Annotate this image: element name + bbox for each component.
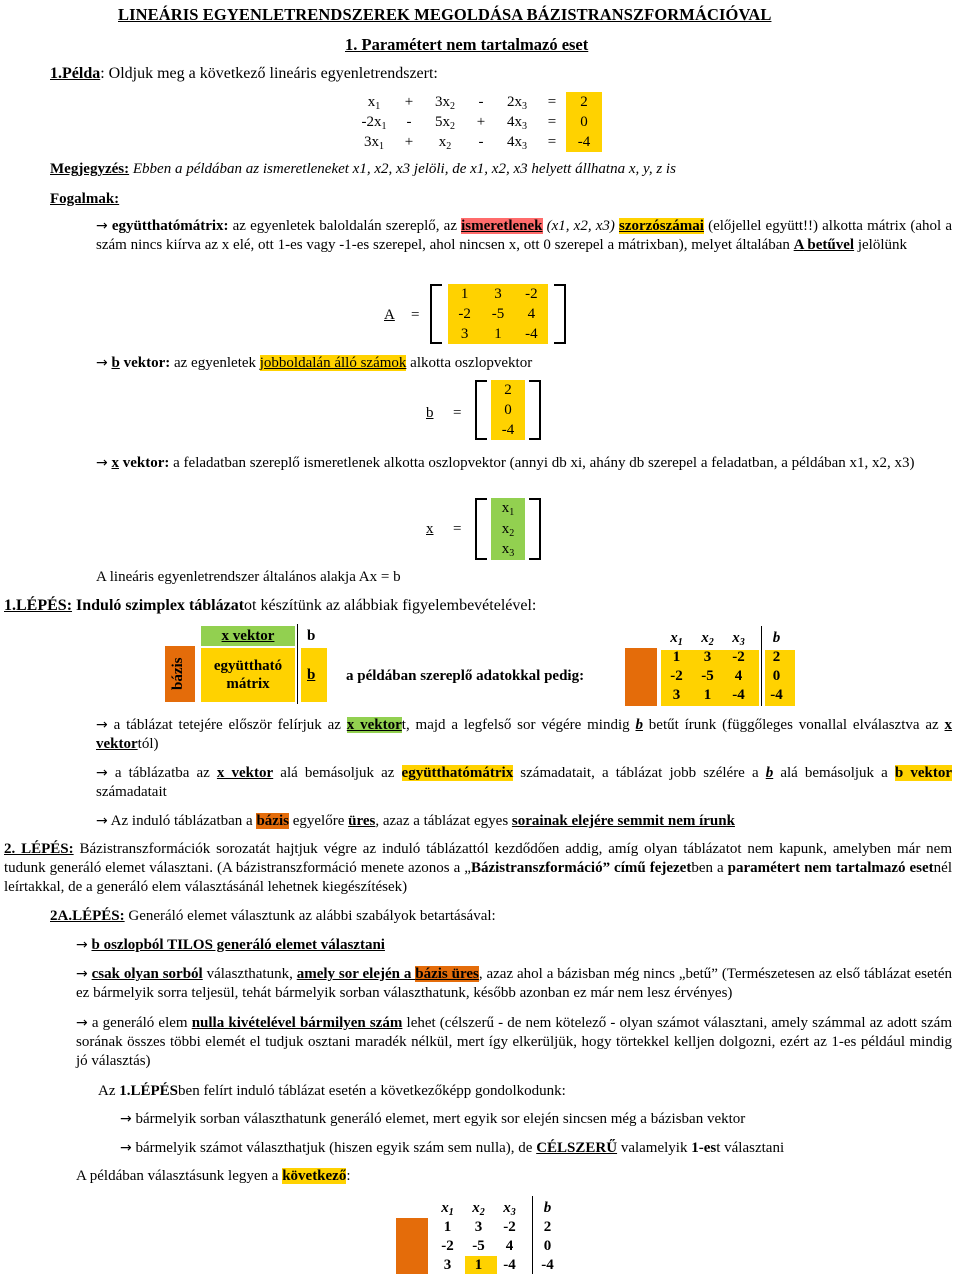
schema-basis-label: bázis	[170, 657, 186, 691]
vector-row	[491, 539, 525, 560]
matrix-cell: -2	[448, 304, 481, 324]
equation-cell: =	[547, 133, 557, 150]
table-cell: 4	[505, 1238, 514, 1255]
schema-b-label: b	[307, 628, 316, 644]
step1-text-3: ot készítünk az alábbiak figyelembevételével:	[244, 597, 537, 614]
table-header-cell: $x_1$	[670, 629, 683, 648]
table-cell: -2	[441, 1238, 454, 1255]
equation-row	[354, 132, 602, 152]
table-cell: -4	[541, 1257, 554, 1274]
equation-row	[354, 92, 602, 112]
vector-cell: 2	[504, 381, 512, 398]
table-header-cell: $x_2$	[701, 629, 714, 648]
coef-term: együtthatómátrix:	[111, 218, 229, 234]
concepts-label: Fogalmak:	[50, 191, 120, 207]
matrix-cell: -4	[515, 324, 548, 344]
coef-text-1: az egyenletek baloldalán szereplő, az	[228, 218, 462, 234]
equation-cell: $4x_3$	[507, 133, 527, 152]
step2-label: 2. LÉPÉS:	[4, 841, 74, 857]
table-row	[432, 1218, 566, 1237]
equation-cell: 0	[566, 112, 602, 132]
table-cell: -4	[503, 1257, 516, 1274]
table-cell: 4	[734, 668, 743, 685]
matrix-cell: 1	[448, 284, 481, 304]
note	[50, 160, 676, 179]
section-subtitle: 1. Paramétert nem tartalmazó eset	[345, 35, 589, 54]
rule-3: → a generáló elem nulla kivételével bármilyen szám lehet (célszerű - de nem kötelező - olyan számot választani, amely számmal az adott szám sorának összes többi elemét el tudjuk osztani maradék nélkül, mert így elkerüljük, hogy törtekkel kelljen dolgozni, ezért az 1-es például mindig jó választás)	[76, 1015, 953, 1069]
vector-row	[491, 519, 525, 540]
schema-x-label: x vektor	[221, 628, 275, 644]
simplex-table-2	[396, 1196, 566, 1276]
equation-cell: $2x_3$	[507, 93, 527, 112]
step2a-heading: 2A.LÉPÉS: Generáló elemet választunk az alábbi szabályok betartásával:	[50, 908, 496, 924]
schema-table	[165, 624, 335, 704]
x-vector-equals: =	[453, 521, 462, 537]
b-text-2: alkotta oszlopvektor	[406, 355, 533, 371]
example-text: : Oldjuk meg a következő lineáris egyenletrendszert:	[100, 65, 438, 82]
coef-A: A	[793, 236, 804, 253]
rule-1: → b oszlopból TILOS generáló elemet választani	[76, 937, 385, 953]
table-cell: 2	[772, 649, 781, 666]
matrix-cell: 1	[481, 324, 514, 344]
equation-cell: =	[547, 93, 557, 110]
b-highlight: jobboldalán álló számok	[259, 355, 407, 371]
arrow-icon: →	[96, 717, 108, 733]
table-cell: 3	[474, 1219, 483, 1236]
equation-cell: $4x_3$	[507, 113, 527, 132]
table-cell: -5	[701, 668, 714, 685]
b-term: b	[111, 355, 120, 371]
arrow-icon: →	[96, 813, 108, 829]
general-form: A lineáris egyenletrendszer általános alakja Ax = b	[96, 569, 401, 585]
page-title: LINEÁRIS EGYENLETRENDSZEREK MEGOLDÁSA BÁZISTRANSZFORMÁCIÓVAL	[118, 5, 772, 24]
table2-grid	[432, 1198, 566, 1275]
x-vector-paragraph	[96, 454, 952, 473]
coef-text-3: (előjellel együtt!!) alkotta mátrix (ahol a szám nincs kiírva az x elé, ott 1-es vagy -1-es szerepel, ahol nincsen x, ott 0 szerepel a mátrixban), melyet általában	[96, 218, 953, 253]
sub-bullet-2: → bármelyik számot választhatjuk (hiszen egyik szám sem nulla), de CÉLSZERŰ valamelyik 1-est választani	[120, 1140, 785, 1156]
step1-heading	[4, 596, 536, 616]
example-label: 1.Példa	[50, 65, 101, 82]
equation-cell: -	[478, 93, 484, 110]
table-cell: 3	[672, 687, 681, 704]
table-cell: 0	[543, 1238, 552, 1255]
arrow-icon: →	[76, 966, 88, 982]
vector-row	[491, 420, 525, 440]
table-cell: -2	[503, 1219, 516, 1236]
matrix-cell: 3	[448, 324, 481, 344]
vector-cell: $x_3$	[501, 541, 515, 560]
choice-highlight: következő	[282, 1168, 347, 1184]
vector-cell: $x_1$	[501, 499, 515, 518]
table-row	[661, 686, 795, 705]
arrow-icon: →	[96, 355, 108, 371]
matrix-row	[448, 284, 548, 304]
bullet-1: → a táblázat tetejére először felírjuk az x vektort, majd a legfelső sor végére mindig b betűt írunk (függőleges vonallal elválasztva az x vektortól)	[96, 717, 953, 752]
table-cell: 1	[474, 1257, 483, 1274]
vector-row	[491, 380, 525, 400]
matrix-row	[448, 324, 548, 344]
step2-paragraph: 2. LÉPÉS: Bázistranszformációk sorozatát hajtjuk végre az induló táblázattól kezdődően addig, amíg olyan táblázatot nem kapunk, amelyben már nem tudunk generáló elemet választani. (A bázistranszformáció menete azonos a „Bázistranszformáció” című fejezetben a paramétert nem tartalmazó esetnél leírtakkal, de a generáló elem választásánál lehetnek kiegészítések)	[4, 841, 952, 895]
table-row	[432, 1237, 566, 1256]
arrow-icon: →	[76, 1015, 88, 1031]
coef-text-5: jelölünk	[854, 236, 908, 253]
sub-bullet-1: → bármelyik sorban választhatunk generáló elemet, mert egyik sor elején sincsen még a bázisban vektor	[120, 1111, 746, 1127]
equation-cell: -	[478, 133, 484, 150]
table-cell: -4	[770, 687, 783, 704]
b-vector	[475, 380, 541, 440]
matrix-a-label: A	[384, 307, 395, 323]
matrix-cell: -5	[481, 304, 514, 324]
vector-cell: $x_2$	[501, 520, 515, 539]
example-intro	[50, 64, 438, 84]
table-cell: 3	[703, 649, 712, 666]
table-cell: -5	[472, 1238, 485, 1255]
table-header-cell: $x_3$	[732, 629, 745, 648]
table1-grid	[661, 628, 795, 705]
table-cell: 0	[772, 668, 781, 685]
step1-text-1: Induló szimplex	[72, 597, 189, 614]
equation-cell: +	[476, 113, 486, 130]
coef-text-2: (x1, x2, x3)	[542, 218, 619, 234]
note-label: Megjegyzés:	[50, 161, 130, 177]
rule-2: → csak olyan sorból választhatunk, amely sor elején a bázis üres, azaz ahol a bázisban még nincs „betű” (Természetesen az első táblázat esetén ez bármelyik sorra teljesül, tehát bármelyik sorban választhatunk, később azonban ez már nem lesz érvényes)	[76, 966, 952, 1001]
table-header-cell: $x_1$	[441, 1199, 454, 1218]
table-row	[661, 648, 795, 667]
choice-text: A példában választásunk legyen a következő:	[76, 1168, 351, 1184]
rule2-highlight: bázis üres	[415, 966, 479, 982]
step1-label: 1.LÉPÉS:	[4, 597, 73, 614]
arrow-icon: →	[96, 218, 108, 234]
equation-cell: +	[404, 133, 414, 150]
bullet-3: → Az induló táblázatban a bázis egyelőre üres, azaz a táblázat egyes sorainak elejére semmit nem írunk	[96, 813, 735, 829]
equation-cell: 2	[566, 92, 602, 112]
equation-cell: $5x_2$	[435, 113, 455, 132]
table-cell: 3	[443, 1257, 452, 1274]
vector-cell: -4	[501, 421, 515, 438]
matrix-a	[430, 284, 566, 344]
matrix-cell: -2	[515, 284, 548, 304]
b-vector-equals: =	[453, 405, 462, 421]
x-vector	[475, 498, 541, 560]
matrix-cell: 4	[515, 304, 548, 324]
equation-cell: $-2x_1$	[361, 113, 387, 132]
equation-cell: +	[404, 93, 414, 110]
vector-row	[491, 498, 525, 519]
x-vector-label: x	[426, 521, 434, 537]
table-header-row	[432, 1198, 566, 1218]
b-vector-label: b	[426, 405, 434, 421]
equation-cell: $3x_1$	[364, 133, 384, 152]
table-row	[661, 667, 795, 686]
bullet3-highlight: bázis	[256, 813, 289, 829]
note-text: Ebben a példában az ismeretleneket x1, x2, x3 jelöli, de x1, x2, x3 helyett állhatna x, y, z is	[129, 161, 676, 177]
schema-middle-text: a példában szereplő adatokkal pedig:	[346, 668, 585, 684]
schema-coef-label: együttható mátrix	[213, 658, 283, 692]
vector-row	[491, 400, 525, 420]
x-text-1: a feladatban szereplő ismeretlenek alkotta oszlopvektor (annyi db xi, ahány db szerepel a feladatban, a példában x1, x2, x3)	[169, 455, 915, 471]
arrow-icon: →	[96, 765, 108, 781]
table-header-cell: $x_3$	[503, 1199, 516, 1218]
matrix-a-equals: =	[411, 307, 420, 323]
table-cell: -2	[732, 649, 745, 666]
arrow-icon: →	[76, 937, 88, 953]
bullet-2: → a táblázatba az x vektor alá bemásoljuk az együtthatómátrix számadatait, a táblázat jobb szélére a b alá bemásoljuk a b vektor számadatait	[96, 765, 953, 800]
equation-cell: $3x_2$	[435, 93, 455, 112]
table-header-row	[661, 628, 795, 648]
schema-divider	[297, 624, 298, 704]
arrow-icon: →	[96, 455, 108, 471]
simplex-table-1	[625, 626, 795, 706]
step2a-label: 2A.LÉPÉS:	[50, 908, 125, 924]
arrow-icon: →	[120, 1140, 132, 1156]
bullet1-highlight: x vektor	[346, 717, 402, 733]
step1-text-2: táblázat	[188, 597, 245, 614]
x-term: x	[111, 455, 119, 471]
table-cell: 1	[703, 687, 712, 704]
table-cell: -4	[732, 687, 745, 704]
b-term-suffix: vektor:	[119, 355, 171, 371]
table-cell: 2	[543, 1219, 552, 1236]
table-header-cell: b	[772, 629, 781, 646]
equation-cell: =	[547, 113, 557, 130]
equation-cell: -	[406, 113, 412, 130]
matrix-row	[448, 304, 548, 324]
table-header-cell: $x_2$	[472, 1199, 485, 1218]
equation-row	[354, 112, 602, 132]
table2-basis-cell	[396, 1218, 428, 1274]
coef-highlight-unknowns: ismeretlenek	[461, 218, 543, 234]
coef-text-4: betűvel	[803, 236, 855, 253]
matrix-a-grid	[448, 284, 548, 344]
table-cell: -2	[670, 668, 683, 685]
vector-cell: 0	[504, 401, 512, 418]
equation-cell: $x_2$	[438, 133, 452, 152]
x-term-suffix: vektor:	[118, 455, 170, 471]
table-cell: 1	[443, 1219, 452, 1236]
table-row	[432, 1256, 566, 1275]
table-cell: 1	[672, 649, 681, 666]
in-step1-text: Az 1.LÉPÉSben felírt induló táblázat esetén a következőképp gondolkodunk:	[98, 1083, 566, 1099]
table-header-cell: b	[543, 1199, 552, 1216]
table1-basis-cell	[625, 648, 657, 706]
equation-cell: $x_1$	[367, 93, 381, 112]
schema-b2-label: b	[307, 667, 316, 683]
coef-paragraph	[96, 217, 952, 255]
matrix-cell: 3	[481, 284, 514, 304]
bullet2-highlight: együtthatómátrix	[401, 765, 514, 781]
b-vector-paragraph	[96, 354, 532, 373]
equation-cell: -4	[566, 132, 602, 152]
equation-system	[354, 92, 602, 152]
b-text-1: az egyenletek	[170, 355, 260, 371]
coef-highlight-multipliers: szorzószámai	[619, 218, 704, 234]
arrow-icon: →	[120, 1111, 132, 1127]
